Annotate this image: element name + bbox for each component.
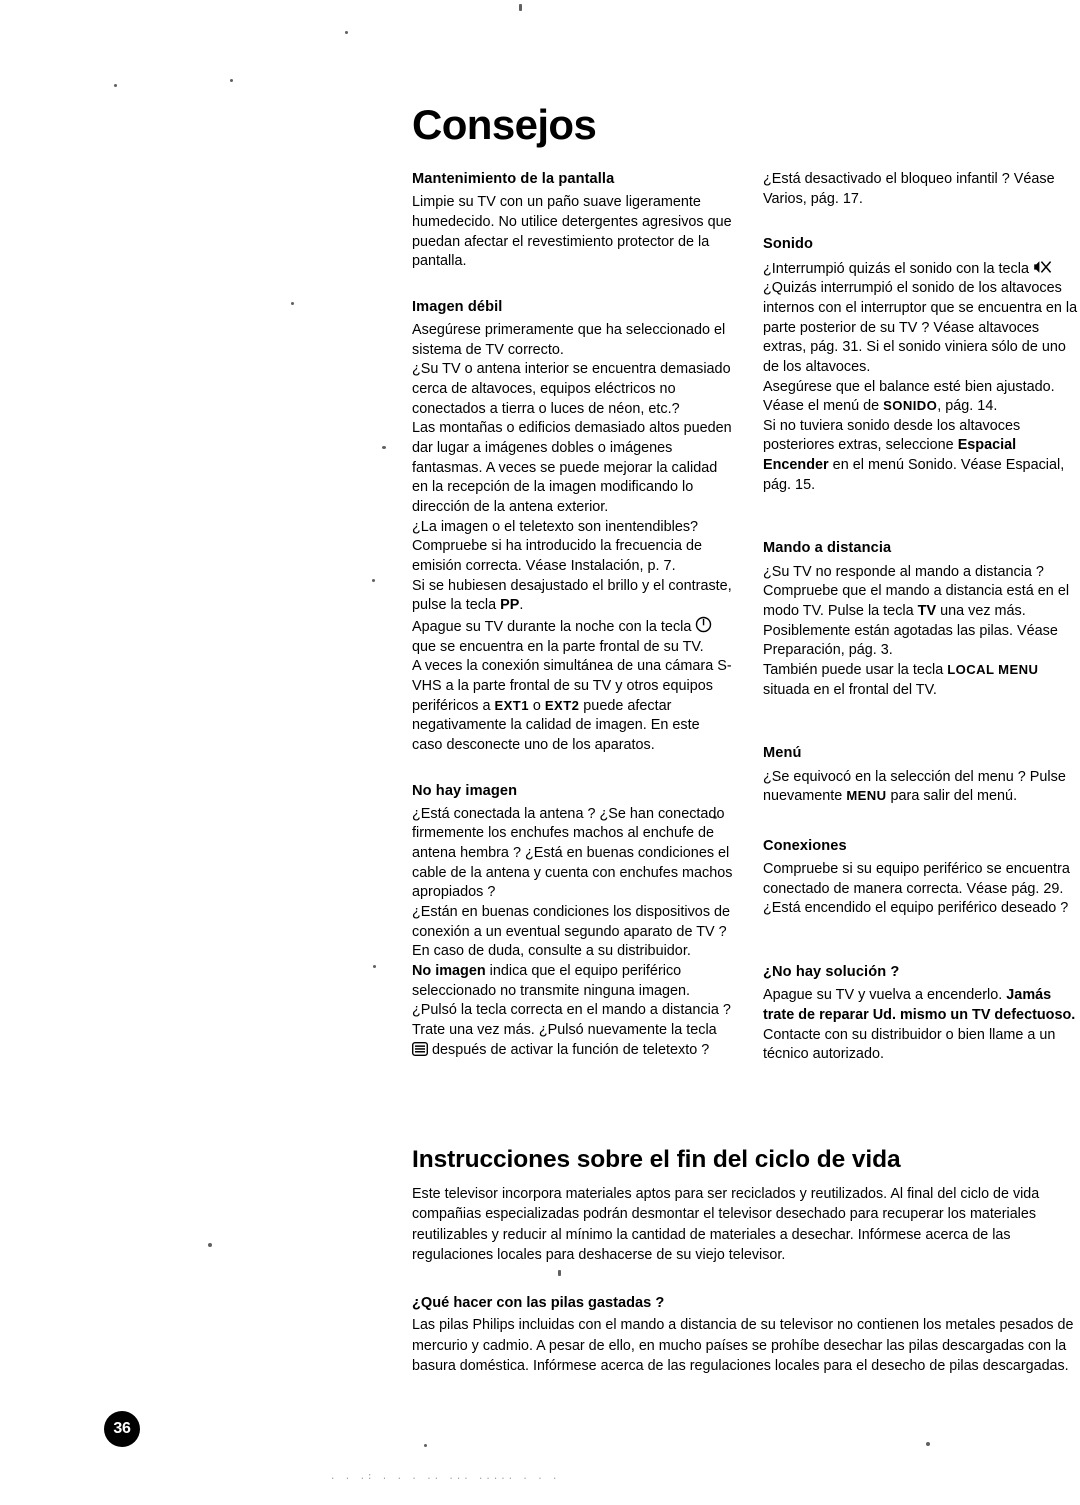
section-paragraph: ¿Están en buenas condiciones los dispositivos de conexión a un eventual segundo aparato de TV ?	[412, 904, 731, 940]
paragraph-text: una vez más. Posiblemente están agotadas las pilas. Véase Preparación, pág. 3.	[763, 603, 1058, 659]
section-subbody: Las pilas Philips incluidas con el mando a distancia de su televisor no contienen los metales pesados de mercurio y cadmio. A pesar de ello, en mucho países se prohíbe desechar las pilas descargadas con la basura doméstica. Infórmese acerca de las regulaciones locales para el desecho de pilas descargadas.	[412, 1317, 1074, 1374]
key-label-tv: TV	[917, 603, 937, 619]
section-paragraph-tv-key	[763, 563, 1080, 661]
section-mando-a-distancia	[763, 539, 1080, 700]
page-number-badge: 36	[104, 1411, 140, 1447]
paragraph-text: Si no tuviera sonido desde los altavoces posteriores extras, seleccione	[763, 417, 1021, 454]
menu-label-sonido: SONIDO	[883, 398, 938, 414]
section-paragraph-mute	[763, 259, 1080, 280]
section-paragraph: ¿Su TV o antena interior se encuentra demasiado cerca de altavoces, equipos eléctricos no conectados a tierra o luces de néon, etc.?	[412, 361, 731, 417]
paragraph-text: , pág. 14.	[937, 398, 998, 415]
key-label-ext1: EXT1	[494, 697, 529, 713]
section-paragraph: ¿La imagen o el teletexto son inentendibles? Compruebe si ha introducido la frecuencia de emisión correcta. Véase Instalación, p. 7.	[412, 518, 703, 574]
paragraph-text: situada en el frontal del TV.	[763, 681, 937, 698]
scan-speck	[230, 79, 233, 82]
section-paragraph-power	[412, 616, 733, 657]
end-of-life-section	[412, 1146, 1080, 1376]
paragraph-text: También puede usar la tecla	[763, 661, 948, 678]
paragraph-text: ¿Se equivocó en la selección del menu ? Pulse nuevamente	[763, 768, 1066, 805]
paragraph-text: en el menú Sonido. Véase Espacial, pág. 15.	[763, 457, 1065, 493]
section-heading: Menú	[763, 745, 802, 762]
paragraph-text: Asegúrese que el balance esté bien ajustado. Véase el menú de	[763, 378, 1055, 415]
right-column	[763, 170, 1080, 1065]
section-paragraph: Limpie su TV con un paño suave ligeramente humedecido. No utilice detergentes agresivos que puedan afectar el revestimiento protector de la pantalla.	[412, 194, 732, 270]
section-paragraph-local-menu	[763, 661, 1080, 700]
key-label-local-menu: LOCAL MENU	[947, 661, 1039, 677]
section-no-hay-solucion	[763, 963, 1080, 1065]
key-label-pp: PP	[500, 597, 520, 614]
section-paragraph-ext	[412, 657, 733, 755]
paragraph-text: ¿Su TV no responde al mando a distancia ? Compruebe que el mando a distancia está en el modo TV. Pulse la tecla	[763, 563, 1070, 619]
section-paragraph-menu-key	[763, 768, 1080, 807]
paragraph-text: puede afectar negativamente la calidad de imagen. En este caso desconecte uno de los aparatos.	[412, 697, 700, 753]
section-conexiones	[763, 837, 1080, 919]
section-mantenimiento-pantalla	[412, 170, 733, 272]
section-heading: Conexiones	[763, 837, 847, 854]
right-column-intro: ¿Está desactivado el bloqueo infantil ? Véase Varios, pág. 17.	[763, 171, 1055, 207]
key-label-menu: MENU	[846, 788, 887, 804]
paragraph-text: .	[519, 597, 524, 614]
section-heading: Sonido	[763, 236, 814, 253]
section-paragraph-jamas	[763, 986, 1080, 1025]
paragraph-text: o	[528, 697, 545, 714]
paragraph-text: Si se hubiesen desajustado el brillo y el contraste, pulse la tecla	[412, 577, 732, 614]
scan-speck	[382, 446, 386, 449]
section-paragraph-espacial	[763, 417, 1080, 496]
section-subheading: ¿Qué hacer con las pilas gastadas ?	[412, 1295, 665, 1312]
section-paragraph: En caso de duda, consulte a su distribuidor.	[412, 943, 691, 960]
paragraph-text: Apague su TV durante la noche con la tecla	[412, 618, 696, 635]
section-imagen-debil	[412, 298, 733, 756]
paragraph-text: ¿Interrumpió quizás el sonido con la tecla	[763, 260, 1033, 277]
scan-speck	[424, 1444, 427, 1447]
scan-speck	[345, 31, 348, 34]
section-paragraph: Las montañas o edificios demasiado altos pueden dar lugar a imágenes dobles o imágenes fantasmas. A veces se puede mejorar la calidad en la recepción de la imagen modificando lo dirección de la antena exterior.	[412, 420, 732, 516]
scan-speck	[372, 579, 375, 582]
paragraph-text: después de activar la función de teletexto ?	[428, 1041, 710, 1058]
paragraph-text: para salir del menú.	[886, 788, 1018, 805]
section-paragraph-teletext	[412, 1001, 733, 1060]
teletext-icon	[412, 1042, 428, 1056]
left-column	[412, 170, 733, 1060]
section-no-hay-imagen	[412, 782, 733, 1061]
scan-noise-artifact: . . .: . . . .. ... ..... . . .	[330, 1472, 560, 1480]
mute-speaker-icon	[1033, 259, 1052, 275]
scan-speck	[373, 965, 376, 968]
paragraph-text: Apague su TV y vuelva a encenderlo.	[763, 987, 1007, 1004]
section-paragraph: Compruebe si su equipo periférico se encuentra conectado de manera correcta. Véase pág. 29. ¿Está encendido el equipo periférico deseado ?	[763, 861, 1070, 917]
section-heading: ¿No hay solución ?	[763, 964, 900, 981]
scan-speck	[926, 1442, 930, 1446]
section-heading: Mando a distancia	[763, 540, 892, 557]
section-paragraph-no-imagen	[412, 962, 733, 1001]
paragraph-text: que se encuentra en la parte frontal de su TV.	[412, 638, 704, 655]
section-paragraph-pp	[412, 577, 733, 616]
section-sonido	[763, 235, 1080, 495]
section-paragraph: Contacte con su distribuidor o bien llame a un técnico autorizado.	[763, 1026, 1056, 1063]
section-paragraph-sonido-menu	[763, 378, 1080, 417]
section-paragraph: Asegúrese primeramente que ha seleccionado el sistema de TV correcto.	[412, 322, 726, 358]
section-paragraph: ¿Quizás interrumpió el sonido de los altavoces internos con el interruptor que se encuentra en la parte posterior de su TV ? Véase altavoces extras, pág. 31. Si el sonido viniera sólo de uno de los altavoces.	[763, 280, 1078, 375]
section-heading: Imagen débil	[412, 298, 503, 315]
page-title: Consejos	[412, 101, 597, 149]
scan-speck	[208, 1243, 212, 1247]
section-heading: No hay imagen	[412, 782, 518, 799]
section-menu	[763, 744, 1080, 807]
term-no-imagen: No imagen	[412, 963, 486, 980]
power-icon	[695, 616, 712, 633]
section-paragraph: ¿Está conectada la antena ? ¿Se han conectado firmemente los enchufes machos al enchufe de antena hembra ? ¿Está en buenas condiciones el cable de la antena y cuenta con enchufes machos apropiados ?	[412, 805, 733, 901]
scan-speck	[291, 302, 294, 305]
section-body: Este televisor incorpora materiales aptos para ser reciclados y reutilizados. Al final del ciclo de vida compañias especializadas podrán desmontar el televisor desechado para recuperar los materiales reutilizables y reducir al mínimo la cantidad de materiales a desechar. Infórmese acerca de las regulaciones locales para deshacerse de su viejo televisor.	[412, 1186, 1040, 1264]
scan-speck	[114, 84, 117, 87]
menu-label-espacial-encender: Espacial Encender	[763, 437, 1017, 474]
key-label-ext2: EXT2	[544, 697, 580, 713]
paragraph-text: ¿Pulsó la tecla correcta en el mando a distancia ? Trate una vez más. ¿Pulsó nuevamente la tecla	[412, 1002, 731, 1039]
scan-speck	[519, 4, 522, 11]
warning-text: Jamás trate de reparar Ud. mismo un TV defectuoso.	[763, 987, 1076, 1023]
body-columns	[412, 170, 1080, 1065]
paragraph-text: A veces la conexión simultánea de una cámara S-VHS a la parte frontal de su TV y otros equipos periféricos a	[412, 658, 732, 714]
section-heading: Mantenimiento de la pantalla	[412, 171, 615, 187]
section-heading-main: Instrucciones sobre el fin del ciclo de vida	[412, 1146, 901, 1173]
paragraph-text: indica que el equipo periférico seleccionado no transmite ninguna imagen.	[412, 963, 691, 999]
